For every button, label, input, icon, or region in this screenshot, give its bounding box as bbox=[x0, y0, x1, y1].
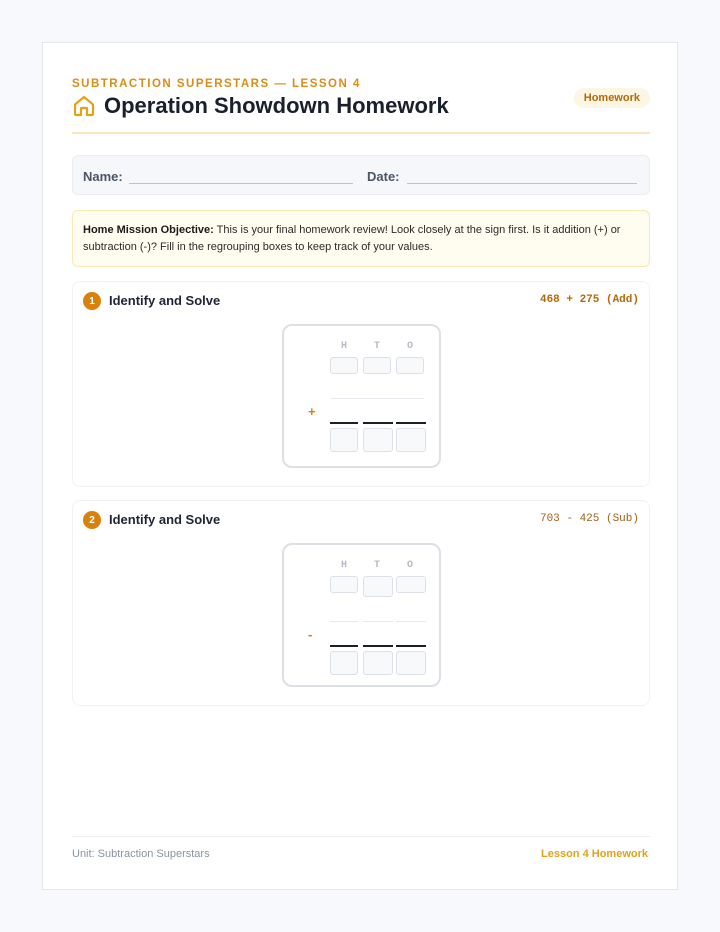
regroup-box-ones[interactable] bbox=[396, 576, 426, 593]
ones-header: O bbox=[406, 560, 413, 571]
header-divider bbox=[72, 132, 650, 134]
worksheet-page bbox=[42, 42, 678, 890]
footer-unit: Unit: Subtraction Superstars bbox=[72, 848, 210, 860]
answer-rule-tens bbox=[363, 645, 393, 647]
page-title: Operation Showdown Homework bbox=[104, 93, 449, 118]
tens-header: T bbox=[373, 560, 380, 571]
date-field[interactable] bbox=[407, 183, 637, 184]
problem-title: Identify and Solve bbox=[109, 293, 221, 308]
date-label: Date: bbox=[367, 169, 400, 184]
name-field[interactable] bbox=[129, 183, 353, 184]
answer-box-hundreds[interactable] bbox=[330, 428, 358, 452]
homework-badge: Homework bbox=[574, 88, 650, 108]
digit-row-line bbox=[363, 621, 393, 622]
hundreds-header: H bbox=[340, 560, 347, 571]
answer-rule-hundreds bbox=[330, 422, 358, 424]
operator-sign: - bbox=[308, 627, 313, 642]
footer-divider bbox=[72, 836, 650, 837]
footer-lesson: Lesson 4 Homework bbox=[541, 848, 648, 860]
answer-box-ones[interactable] bbox=[396, 651, 426, 675]
answer-rule-tens bbox=[363, 422, 393, 424]
answer-rule-hundreds bbox=[330, 645, 358, 647]
problem-number: 2 bbox=[83, 511, 101, 529]
regroup-box-ones[interactable] bbox=[396, 357, 424, 374]
regroup-box-tens[interactable] bbox=[363, 576, 393, 597]
problem-expression: 468 + 275 (Add) bbox=[539, 294, 639, 306]
answer-box-tens[interactable] bbox=[363, 651, 393, 675]
place-value-grid bbox=[282, 324, 441, 468]
name-label: Name: bbox=[83, 169, 123, 184]
problem-card-1 bbox=[72, 281, 650, 487]
operator-sign: + bbox=[308, 404, 316, 419]
problem-card-2 bbox=[72, 500, 650, 706]
title-row bbox=[72, 93, 449, 119]
regroup-box-tens[interactable] bbox=[363, 357, 391, 374]
home-icon bbox=[72, 94, 96, 118]
hundreds-header: H bbox=[340, 341, 347, 352]
digit-row-line bbox=[330, 398, 424, 399]
problem-number: 1 bbox=[83, 292, 101, 310]
answer-box-ones[interactable] bbox=[396, 428, 426, 452]
mission-objective bbox=[72, 210, 650, 267]
problem-title: Identify and Solve bbox=[109, 512, 221, 527]
ones-header: O bbox=[406, 341, 413, 352]
answer-box-tens[interactable] bbox=[363, 428, 393, 452]
objective-label: Home Mission Objective: bbox=[83, 224, 214, 236]
answer-box-hundreds[interactable] bbox=[330, 651, 358, 675]
name-date-box bbox=[72, 155, 650, 195]
digit-row-line bbox=[396, 621, 426, 622]
digit-row-line bbox=[330, 621, 358, 622]
place-value-grid bbox=[282, 543, 441, 687]
regroup-box-hundreds[interactable] bbox=[330, 357, 358, 374]
answer-rule-ones bbox=[396, 645, 426, 647]
objective-text: This is your final homework review! Look closely at the sign first. Is it addition (+) or subtraction (-)? Fill in the regrouping boxes to keep track of your values. bbox=[83, 224, 621, 253]
lesson-kicker: SUBTRACTION SUPERSTARS — LESSON 4 bbox=[72, 78, 361, 90]
regroup-box-hundreds[interactable] bbox=[330, 576, 358, 593]
tens-header: T bbox=[373, 341, 380, 352]
answer-rule-ones bbox=[396, 422, 426, 424]
problem-expression: 703 - 425 (Sub) bbox=[539, 513, 639, 525]
